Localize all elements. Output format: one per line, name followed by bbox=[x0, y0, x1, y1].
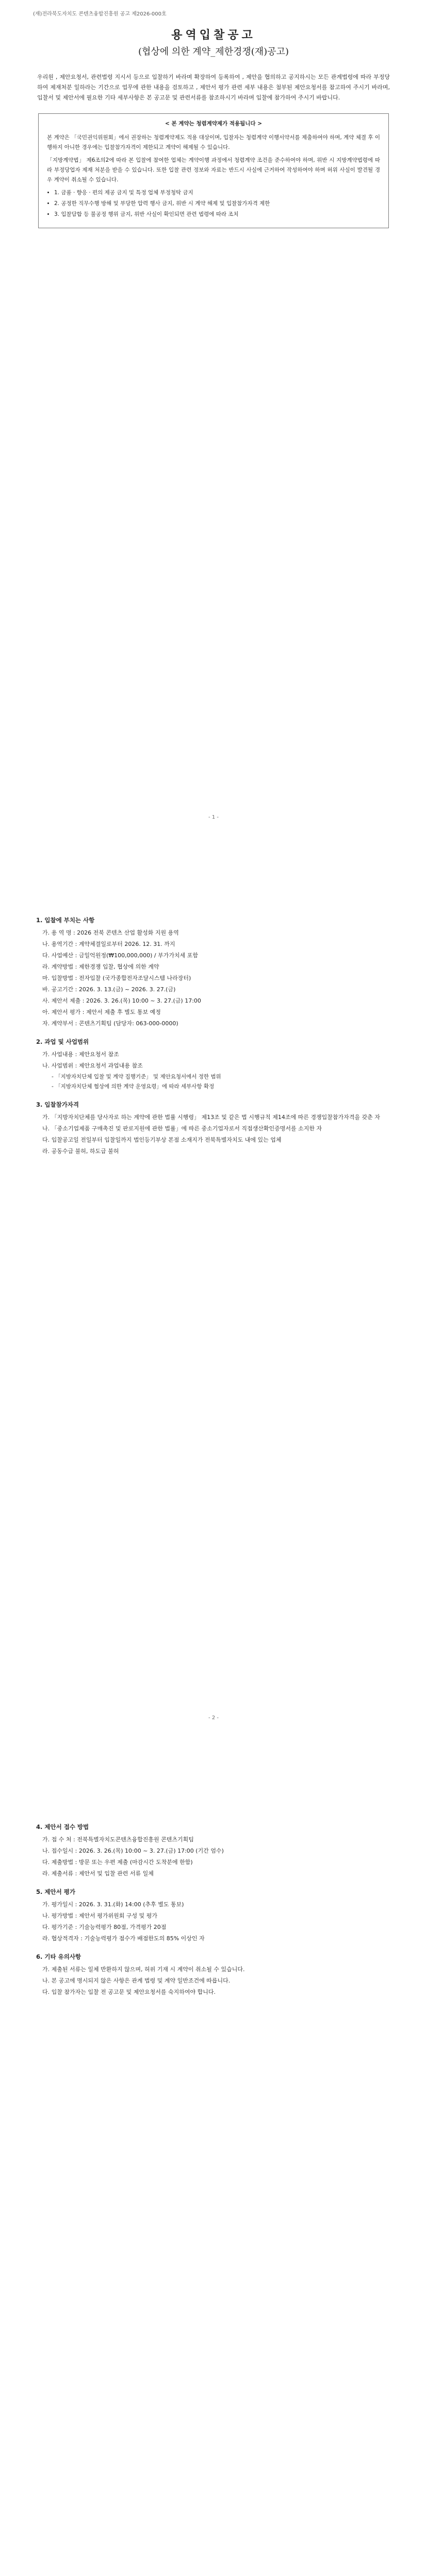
section-line: 라. 계약방법 : 제한경쟁 입찰, 협상에 의한 계약 bbox=[42, 963, 159, 970]
page-1 bbox=[33, 6, 394, 841]
section-line: 나. 용역기간 : 계약체결일로부터 2026. 12. 31. 까지 bbox=[42, 941, 175, 947]
section-line: 나. 사업범위 : 제안요청서 과업내용 참조 bbox=[42, 1062, 143, 1069]
section-heading: 1. 입찰에 부치는 사항 bbox=[36, 917, 95, 924]
section-line: - 「지방자치단체 입찰 및 계약 집행기준」 및 제안요청서에서 정한 범위 bbox=[52, 1074, 221, 1080]
integrity-contract-box bbox=[38, 113, 389, 228]
integrity-box-heading: < 본 계약는 청렴계약제가 적용됩니다 > bbox=[165, 121, 263, 127]
section-line: 라. 공동수급 불허, 하도급 불허 bbox=[42, 1148, 119, 1155]
document-number: (재)전라북도자치도 콘텐츠융합진흥원 공고 제2026-000호 bbox=[33, 11, 167, 17]
page-2 bbox=[33, 907, 394, 1741]
section-line: 다. 제출방법 : 방문 또는 우편 제출 (마감시간 도착분에 한함) bbox=[42, 1859, 193, 1866]
section-heading: 4. 제안서 접수 방법 bbox=[36, 1823, 89, 1831]
section-line: 가. 접 수 처 : 전북특별자치도콘텐츠융합진흥원 콘텐츠기획팀 bbox=[42, 1836, 194, 1843]
section-heading: 6. 기타 유의사항 bbox=[36, 1953, 81, 1960]
notice-subtitle: (협상에 의한 계약_제한경쟁(재)공고) bbox=[138, 46, 289, 57]
integrity-bullet: • 3. 입찰담합 등 불공정 행위 금지, 위반 사실이 확인되면 관련 법령에 따라 조치 bbox=[54, 210, 380, 219]
integrity-bullet: • 1. 금품 · 향응 · 편의 제공 금지 및 특정 업체 부정청탁 금지 bbox=[54, 188, 380, 198]
page-number: - 2 - bbox=[208, 1715, 219, 1721]
section-line: 가. 사업내용 : 제안요청서 참조 bbox=[42, 1051, 119, 1058]
page-3 bbox=[33, 1814, 394, 2576]
section-line: 다. 입찰공고일 전일부터 입찰일까지 법인등기부상 본점 소재지가 전북특별자치도 내에 있는 업체 bbox=[42, 1137, 282, 1143]
section-line: 가. 제출된 서류는 일체 반환하지 않으며, 허위 기재 시 계약이 취소될 수 있습니다. bbox=[42, 1966, 245, 1973]
section-line: 다. 입찰 참가자는 입찰 전 공고문 및 제안요청서를 숙지하여야 합니다. bbox=[42, 1989, 216, 1995]
section-heading: 2. 과업 및 사업범위 bbox=[36, 1038, 89, 1045]
page-number: - 1 - bbox=[208, 815, 219, 820]
section-line: 나. 평가방법 : 제안서 평가위원회 구성 및 평가 bbox=[42, 1912, 157, 1919]
intro-paragraph: 우리원 , 제안요청서, 관련법령 지시서 등으로 입찰하기 바라며 확장하여 등록하여 , 제안을 협의하고 공지하시는 모든 관계법령에 따라 부정당하여 제재처분 일하라는 기간으로 업무에 관한 내용을 검토하고 , 제안서 평가 관련 세부 내용은 첨부된 제안요청서를 참고하여 주시기 바라며, 입찰서 및 제안서에 필요한 기타 세부사항은 본 공고문 및 관련서류를 참조하시기 바라며 입찰에 참가하여 주시기 바랍니다. bbox=[37, 74, 390, 101]
section-line: 가. 「지방자치단체를 당사자로 하는 계약에 관한 법률 시행령」 제13조 및 같은 법 시행규칙 제14조에 따른 경쟁입찰참가자격을 갖춘 자 bbox=[42, 1114, 380, 1121]
section-heading: 3. 입찰참가자격 bbox=[36, 1101, 79, 1108]
section-line: 자. 계약부서 : 콘텐츠기획팀 (담당자: 063-000-0000) bbox=[42, 1020, 178, 1027]
section-line: - 「지방자치단체 협상에 의한 계약 운영요령」에 따라 세부사항 확정 bbox=[52, 1083, 215, 1090]
section-line: 다. 사업예산 : 금일억원정(₩100,000,000) / 부가가치세 포함 bbox=[42, 952, 198, 959]
section-line: 가. 용 역 명 : 2026 전북 콘텐츠 산업 활성화 지원 용역 bbox=[42, 929, 179, 936]
notice-title: 용역입찰공고 bbox=[171, 28, 256, 42]
section-line: 아. 제안서 평가 : 제안서 제출 후 별도 통보 예정 bbox=[42, 1009, 161, 1015]
section-line: 마. 입찰방법 : 전자입찰 (국가종합전자조달시스템 나라장터) bbox=[42, 975, 191, 981]
integrity-bullet: • 2. 공정한 직무수행 방해 및 부당한 압력 행사 금지, 위반 시 계약 해제 및 입찰참가자격 제한 bbox=[54, 199, 380, 209]
section-line: 나. 본 공고에 명시되지 않은 사항은 관계 법령 및 계약 일반조건에 따릅니다. bbox=[42, 1977, 231, 1984]
section-line: 사. 제안서 제출 : 2026. 3. 26.(목) 10:00 ~ 3. 27.(금) 17:00 bbox=[42, 997, 201, 1004]
section-line: 나. 접수일시 : 2026. 3. 26.(목) 10:00 ~ 3. 27.(금) 17:00 (기간 엄수) bbox=[42, 1848, 224, 1854]
integrity-paragraph: 「지방계약법」 제6조의2에 따라 본 입찰에 참여한 업체는 계약이행 과정에서 청렴계약 조건을 준수하여야 하며, 위반 시 지방계약법령에 따라 부정당업자 제재 처분을 받을 수 있습니다. 또한 입찰 관련 정보와 자료는 반드시 사실에 근거하여 작성하여야 하며 허위 사실이 발견될 경우 계약이 취소될 수 있습니다. bbox=[47, 157, 380, 183]
section-line: 라. 협상적격자 : 기술능력평가 점수가 배점한도의 85% 이상인 자 bbox=[42, 1935, 205, 1942]
section-line: 다. 평가기준 : 기술능력평가 80점, 가격평가 20점 bbox=[42, 1924, 167, 1930]
section-line: 나. 「중소기업제품 구매촉진 및 판로지원에 관한 법률」에 따른 중소기업자로서 직접생산확인증명서를 소지한 자 bbox=[42, 1125, 322, 1132]
integrity-paragraph: 본 계약은 「국민권익위원회」에서 권장하는 청렴계약제도 적용 대상이며, 입찰자는 청렴계약 이행서약서를 제출하여야 하며, 계약 체결 후 이행하지 아니한 경우에는 입찰참가자격이 제한되고 계약이 해제될 수 있습니다. bbox=[47, 134, 380, 150]
integrity-bullets bbox=[47, 188, 380, 219]
section-line: 라. 제출서류 : 제안서 및 입찰 관련 서류 일체 bbox=[42, 1870, 154, 1877]
section-heading: 5. 제안서 평가 bbox=[36, 1888, 75, 1895]
section-line: 바. 공고기간 : 2026. 3. 13.(금) ~ 2026. 3. 27.(금) bbox=[42, 986, 176, 993]
section-line: 가. 평가일시 : 2026. 3. 31.(화) 14:00 (추후 별도 통보) bbox=[42, 1901, 184, 1908]
